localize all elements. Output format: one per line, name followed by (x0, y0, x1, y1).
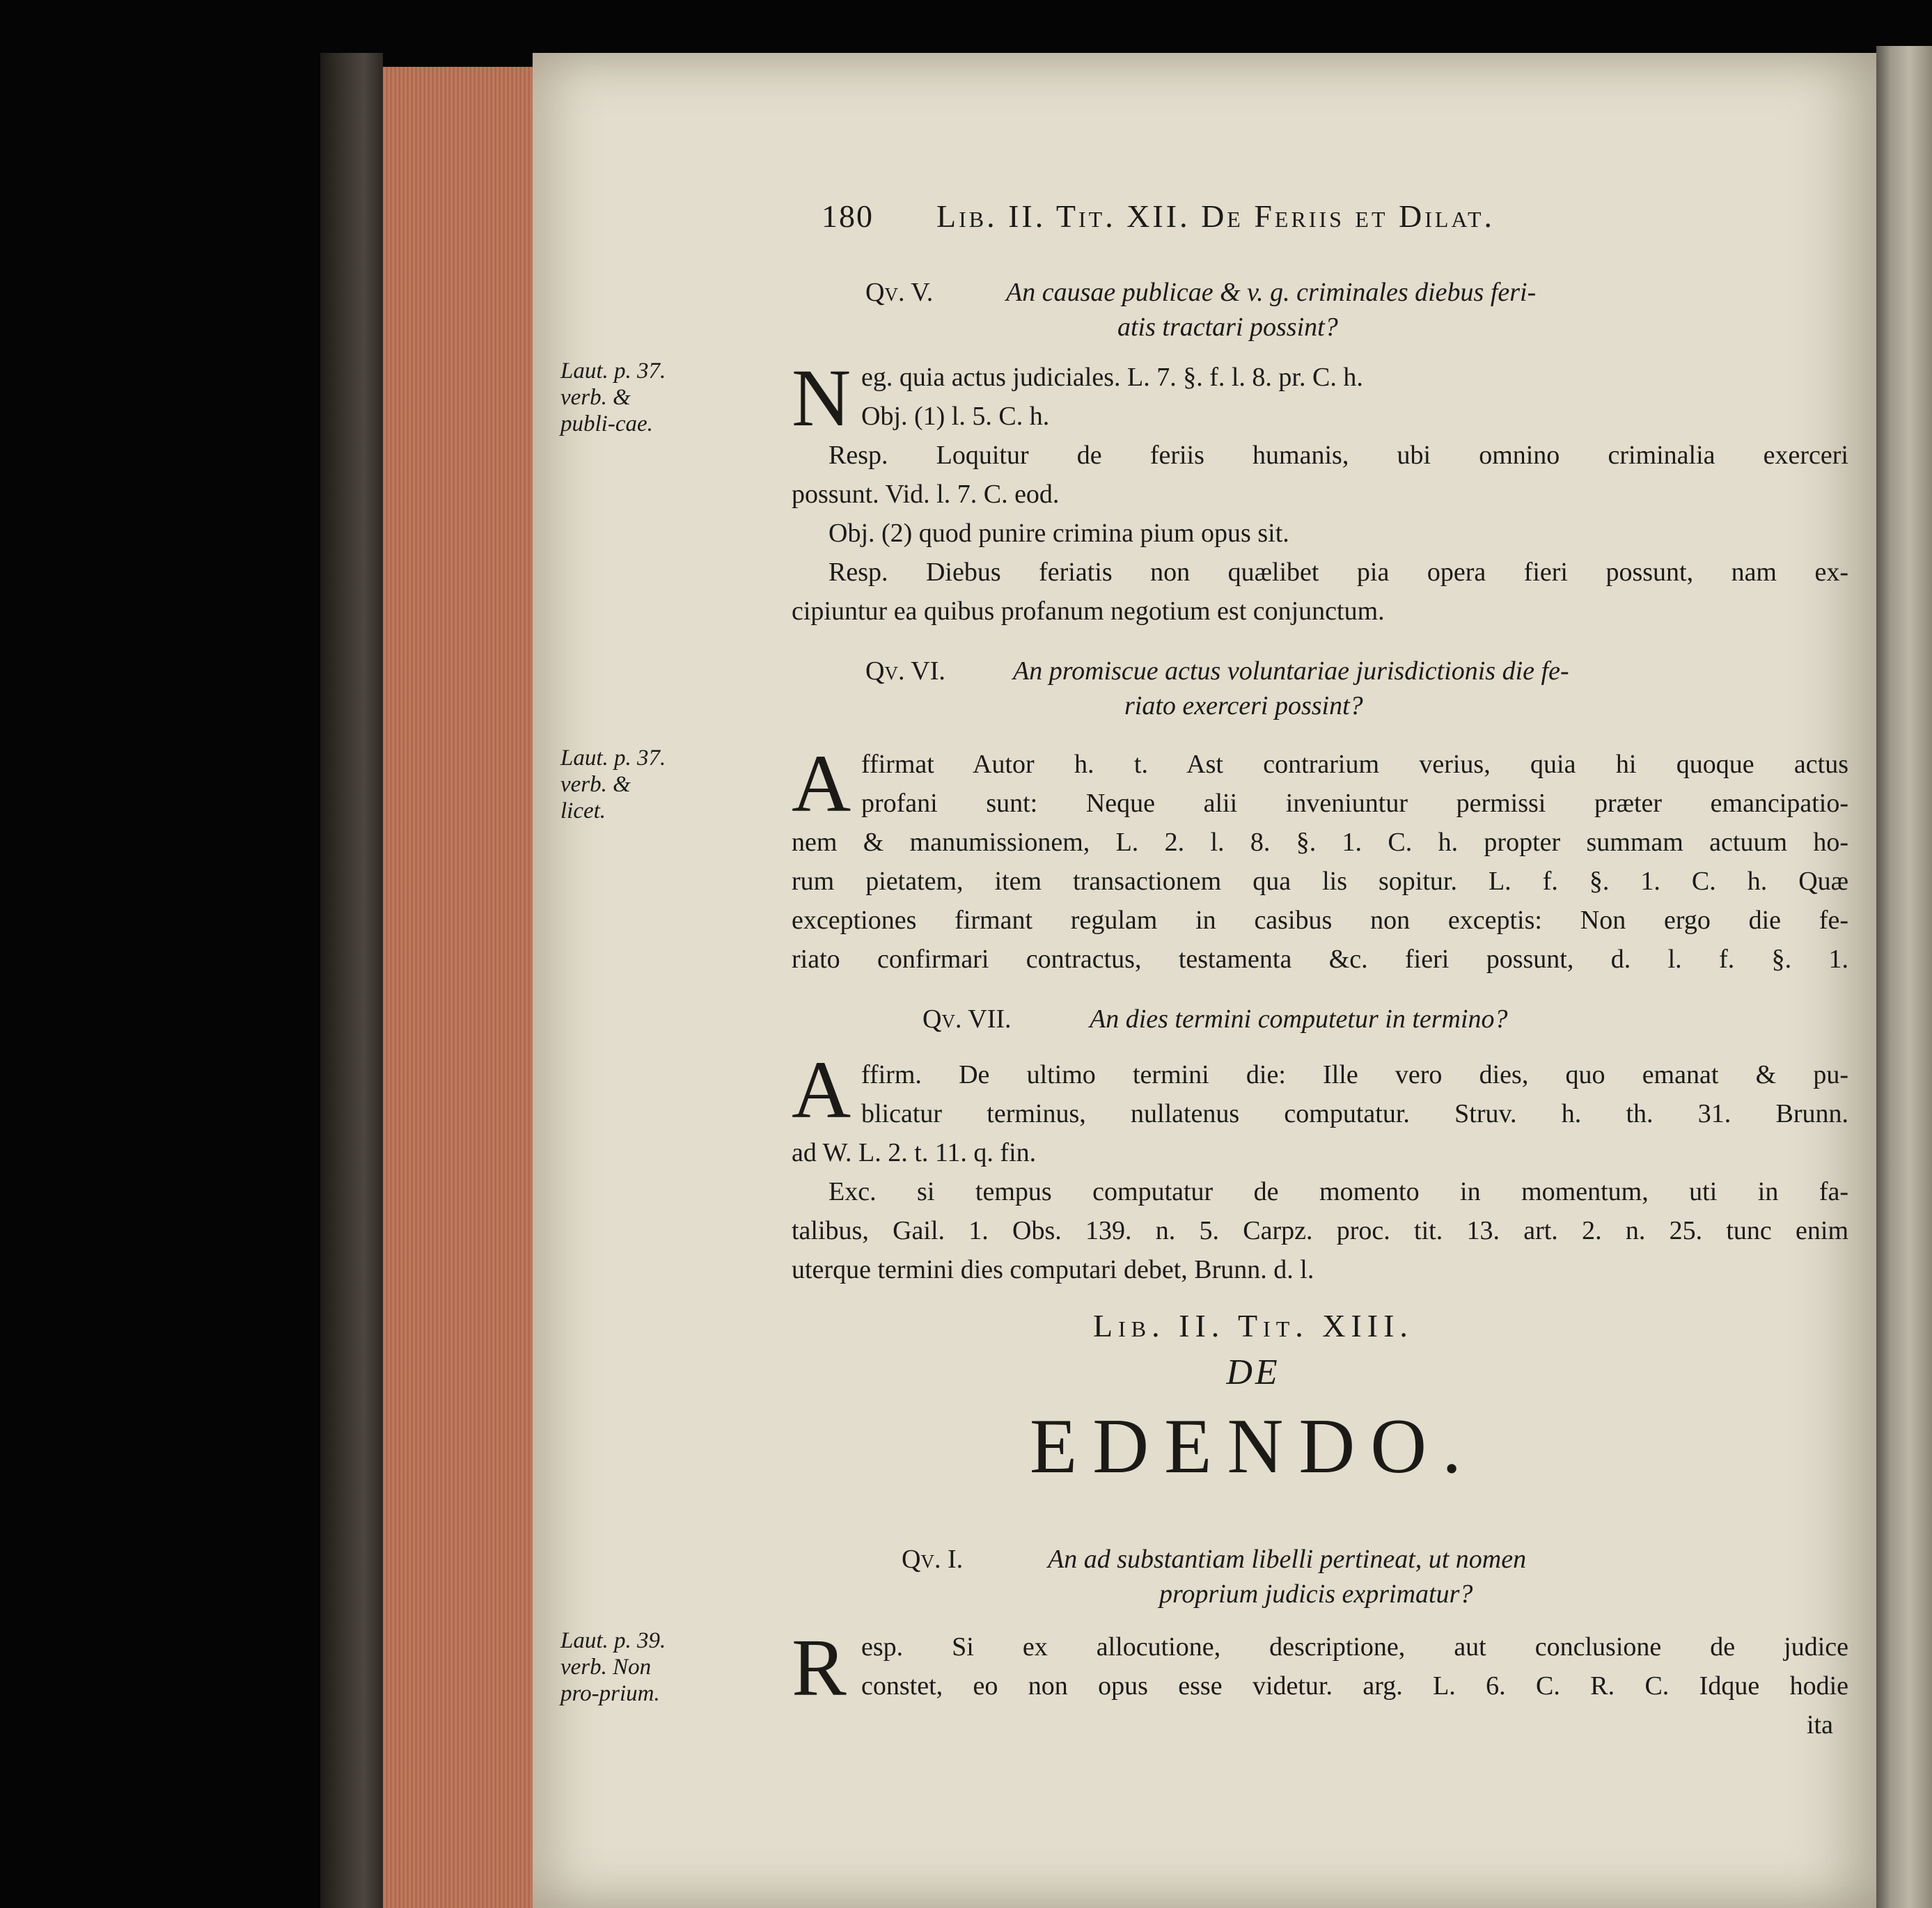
chapter-title-main: EDENDO. (1029, 1403, 1477, 1490)
drop-cap: R (792, 1622, 847, 1713)
text-line: cipiuntur ea quibus profanum negotium est conjunctum. (792, 597, 1385, 626)
question-text-line: riato exerceri possint? (1124, 691, 1363, 720)
margin-note: Laut. p. 37. verb. & licet. (560, 746, 666, 823)
question-text-line: An ad substantiam libelli pertineat, ut nomen (1048, 1545, 1527, 1574)
text-line: blicatur terminus, nullatenus computatur. Struv. h. th. 31. Brunn. (861, 1099, 1848, 1128)
book-cover-edge (320, 53, 383, 1908)
drop-cap: A (792, 738, 851, 829)
page-fore-edge (383, 67, 535, 1908)
chapter-title-line: Lib. II. Tit. XIII. (1093, 1308, 1413, 1343)
question-label: Qv. I. (902, 1545, 964, 1574)
book-spread (320, 46, 1932, 1908)
text-line: ad W. L. 2. t. 11. q. fin. (792, 1138, 1037, 1167)
margin-note: Laut. p. 37. verb. & publi-cae. (560, 358, 666, 436)
facing-page-edge (1876, 46, 1932, 1908)
question-label: Qv. VI. (865, 656, 945, 686)
text-line: riato confirmari contractus, testamenta &c. fieri possunt, d. l. f. §. 1. (792, 945, 1848, 974)
running-title: Lib. II. Tit. XII. De Feriis et Dilat. (936, 198, 1495, 234)
text-line: ffirmat Autor h. t. Ast contrarium verius, quia hi quoque actus (861, 750, 1848, 779)
text-line: Resp. Diebus feriatis non quælibet pia opera fieri possunt, nam ex- (828, 558, 1848, 587)
drop-cap: N (792, 352, 851, 443)
question-text-line: atis tractari possint? (1117, 313, 1338, 342)
question-text-line: An dies termini computetur in termino? (1090, 1004, 1508, 1034)
drop-cap: A (792, 1044, 851, 1135)
chapter-title-de: DE (1226, 1353, 1280, 1392)
question-label: Qv. V. (865, 278, 934, 307)
text-line: constet, eo non opus esse videtur. arg. L. 6. C. R. C. Idque hodie (861, 1671, 1848, 1701)
text-line: Exc. si tempus computatur de momento in momentum, uti in fa- (828, 1177, 1848, 1206)
text-line: esp. Si ex allocutione, descriptione, aut conclusione de judice (861, 1632, 1848, 1662)
text-line: rum pietatem, item transactionem qua lis sopitur. L. f. §. 1. C. h. Quæ (792, 867, 1848, 896)
text-line: Obj. (2) quod punire crimina pium opus sit. (828, 519, 1289, 548)
book-page (533, 53, 1876, 1908)
margin-note: Laut. p. 39. verb. Non pro-prium. (560, 1628, 666, 1706)
text-line: profani sunt: Neque alii inveniuntur permissi præter emancipatio- (861, 789, 1848, 818)
page-number: 180 (822, 198, 874, 234)
catchword: ita (1807, 1710, 1833, 1740)
question-text-line: An promiscue actus voluntariae jurisdictionis die fe- (1013, 656, 1569, 686)
text-line: Resp. Loquitur de feriis humanis, ubi omnino criminalia exerceri (828, 441, 1848, 470)
text-line: Obj. (1) l. 5. C. h. (861, 402, 1050, 431)
text-line: possunt. Vid. l. 7. C. eod. (792, 480, 1060, 509)
text-line: exceptiones firmant regulam in casibus non exceptis: Non ergo die fe- (792, 906, 1848, 935)
question-label: Qv. VII. (922, 1004, 1012, 1034)
question-text-line: proprium judicis exprimatur? (1159, 1579, 1473, 1609)
text-line: ffirm. De ultimo termini die: Ille vero dies, quo emanat & pu- (861, 1060, 1848, 1089)
text-line: eg. quia actus judiciales. L. 7. §. f. l. 8. pr. C. h. (861, 363, 1363, 392)
text-line: talibus, Gail. 1. Obs. 139. n. 5. Carpz. proc. tit. 13. art. 2. n. 25. tunc enim (792, 1216, 1848, 1245)
question-text-line: An causae publicae & v. g. criminales diebus feri- (1006, 278, 1537, 307)
text-line: uterque termini dies computari debet, Brunn. d. l. (792, 1255, 1314, 1284)
text-line: nem & manumissionem, L. 2. l. 8. §. 1. C. h. propter summam actuum ho- (792, 828, 1848, 857)
